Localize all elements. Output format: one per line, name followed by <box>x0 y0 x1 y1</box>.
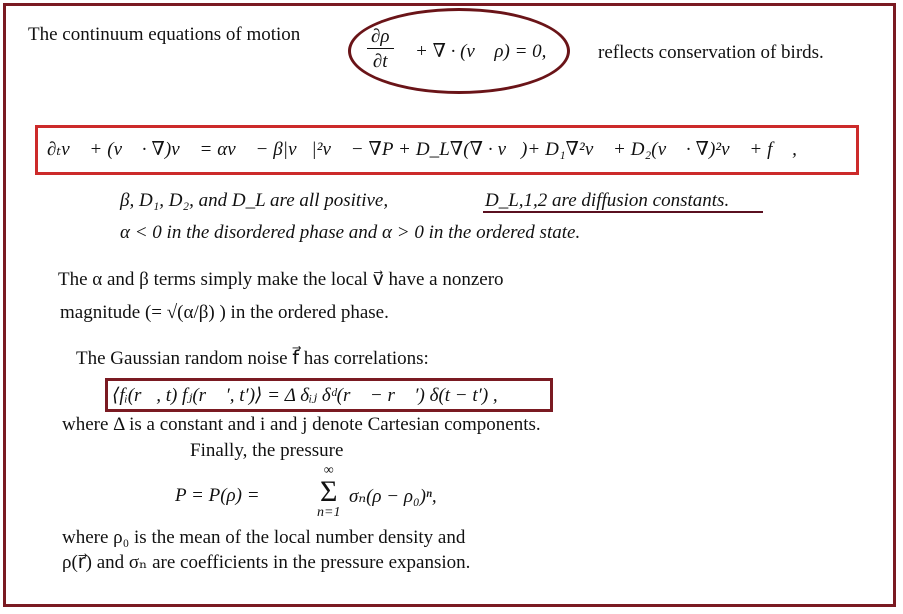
continuity-equation-rest: + ∇ · (v⃗ ρ) = 0, <box>415 41 547 62</box>
sum-symbol: Σ <box>319 475 338 508</box>
diffusion-underline <box>483 211 763 213</box>
pressure-rhs: σₙ(ρ − ρ₀)ⁿ, <box>349 486 437 507</box>
alpha-beta-line2: magnitude (= √(α/β) ) in the ordered phase. <box>60 302 389 323</box>
pressure-intro: Finally, the pressure <box>190 440 344 461</box>
pressure-line2: ρ(r⃗) and σₙ are coefficients in the pressure expansion. <box>62 552 471 573</box>
noise-explanation: where Δ is a constant and i and j denote Cartesian components. <box>62 414 541 435</box>
summation <box>317 464 340 520</box>
pressure-line1: where ρ₀ is the mean of the local number density and <box>62 527 466 548</box>
intro-conclusion: reflects conservation of birds. <box>598 42 824 63</box>
coefficients-line1a: β, D₁, D₂, and D_L are all positive, <box>120 190 389 211</box>
pressure-lhs: P = P(ρ) = <box>175 485 260 506</box>
intro-text: The continuum equations of motion <box>28 24 301 45</box>
fraction-denominator: ∂t <box>372 51 388 72</box>
sum-lower-limit: n=1 <box>317 505 341 520</box>
noise-intro: The Gaussian random noise f⃗ has correlations: <box>76 348 429 369</box>
main-equation: ∂ₜv⃗ + (v⃗ · ∇)v⃗ = αv⃗ − β|v⃗|²v⃗ − ∇P + D_L∇(∇ · v⃗)+ D₁∇²v⃗ + D₂(v⃗ · ∇)²v⃗ + f⃗ , <box>47 139 797 160</box>
correlation-equation: ⟨fᵢ(r⃗, t) fⱼ(r⃗ ′, t′)⟩ = Δ δᵢⱼ δᵈ(r⃗ − r⃗ ′) δ(t − t′) , <box>112 385 498 406</box>
continuity-fraction <box>367 26 394 73</box>
sum-upper-limit: ∞ <box>323 463 334 478</box>
coefficients-line2: α < 0 in the disordered phase and α > 0 in the ordered state. <box>120 222 581 243</box>
coefficients-line1b: D_L,1,2 are diffusion constants. <box>485 190 730 211</box>
fraction-numerator: ∂ρ <box>367 26 394 49</box>
alpha-beta-line1: The α and β terms simply make the local v⃗ have a nonzero <box>58 269 504 290</box>
